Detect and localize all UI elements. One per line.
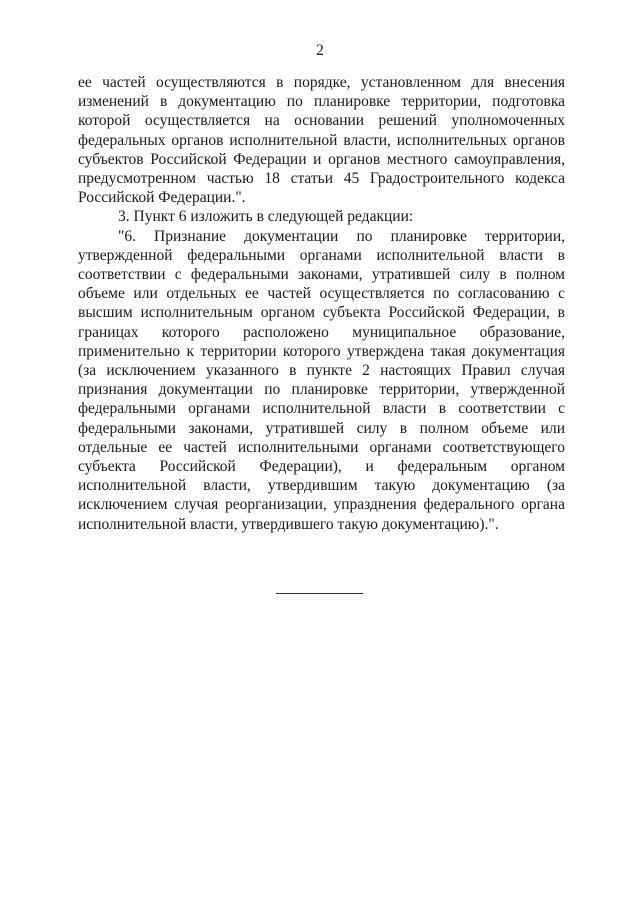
paragraph-item-6-quote: "6. Признание документации по планировке территории, утвержденной федеральными органами исполнительной власти в соответствии с федеральными законами, утратившей силу в полном объеме или отдельных ее частей осуществляется по согласованию с высшим исполнительным органом субъекта Российской Федерации, в границах которого расположено муниципальное образование, применительно к территории которого утверждена такая документация (за исключением указанного в пункте 2 настоящих Правил случая признания документации по планировке территории, утвержденной федеральными органами исполнительной власти в соответствии с федеральными законами, утратившей силу в полном объеме или отдельные ее частей исполнительными органами соответствующего субъекта Российской Федерации), и федеральным органом исполнительной власти, утвердившим такую документацию (за исключением случая реорганизации, упразднения федерального органа исполнительной власти, утвердившего такую документацию).". bbox=[78, 227, 565, 533]
page-number: 2 bbox=[316, 42, 324, 59]
paragraph-continuation: ее частей осуществляются в порядке, установленном для внесения изменений в документацию по планировке территории, подготовка которой осуществляется на основании решений уполномоченных федеральных органов исполнительной власти, исполнительных органов субъектов Российской Федерации и органов местного самоуправления, предусмотренном частью 18 статьи 45 Градостроительного кодекса Российской Федерации.". bbox=[78, 74, 565, 207]
document-body bbox=[78, 73, 565, 534]
end-of-document-rule bbox=[276, 593, 363, 594]
paragraph-item-3: 3. Пункт 6 изложить в следующей редакции: bbox=[118, 208, 414, 226]
